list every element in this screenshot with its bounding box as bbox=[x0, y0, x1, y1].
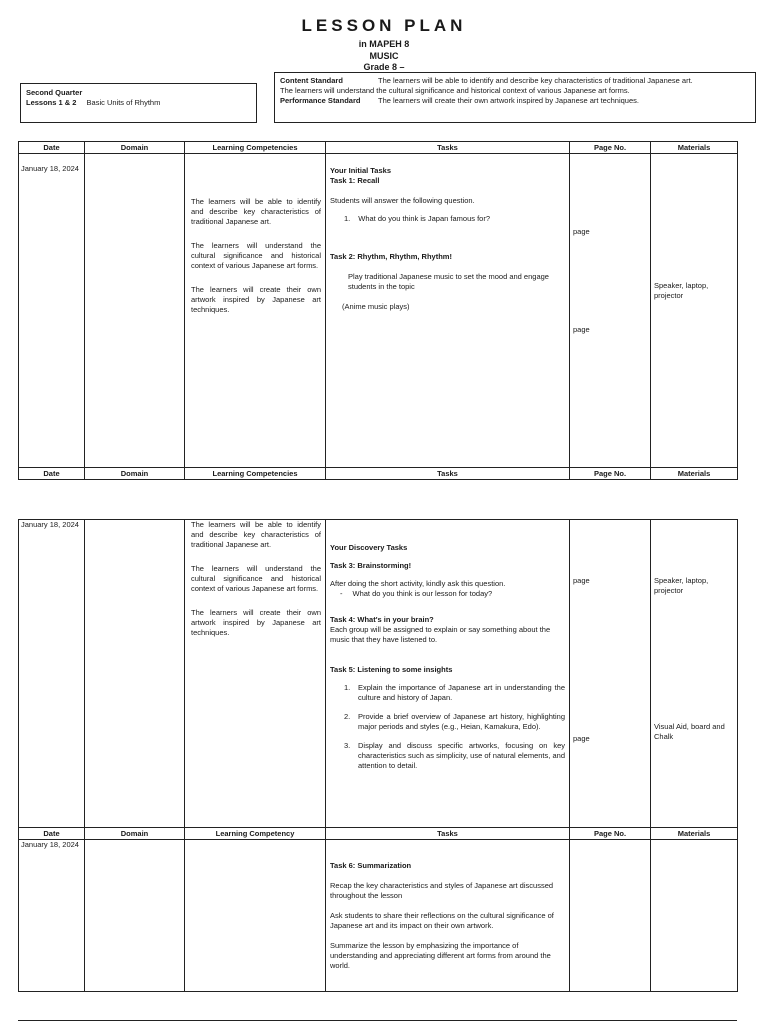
task6-paragraph-3: Summarize the lesson by emphasizing the importance of understanding and appreciating different art forms from around the world. bbox=[330, 941, 551, 970]
competencies-cell bbox=[185, 154, 326, 468]
col-tasks-header: Tasks bbox=[326, 142, 570, 154]
task4-title: Task 4: What's in your brain? bbox=[330, 615, 434, 624]
table-row bbox=[19, 520, 738, 828]
col-materials-footer: Materials bbox=[651, 468, 738, 480]
competency-3: The learners will create their own artwork inspired by Japanese art techniques. bbox=[191, 608, 321, 637]
tasks-cell bbox=[326, 520, 570, 828]
task6-paragraph-1: Recap the key characteristics and styles of Japanese art discussed throughout the lesson bbox=[330, 881, 554, 900]
materials-text: Speaker, laptop, projector bbox=[654, 576, 709, 595]
page-cell bbox=[570, 520, 651, 828]
date-cell: January 18, 2024 bbox=[19, 840, 85, 992]
table-row bbox=[19, 840, 738, 992]
page-title: LESSON PLAN bbox=[301, 16, 467, 35]
materials-cell bbox=[651, 520, 738, 828]
task5-list bbox=[330, 683, 565, 771]
competency-3: The learners will create their own artwork inspired by Japanese art techniques. bbox=[191, 285, 321, 314]
lesson-table-1 bbox=[18, 141, 738, 480]
list-item: 1. Explain the importance of Japanese art in understanding the culture and history of Japan. bbox=[344, 683, 565, 702]
content-standard-text: The learners will be able to identify and describe key characteristics of traditional Japanese art. bbox=[378, 76, 693, 85]
table-header-row bbox=[19, 142, 738, 154]
table-row bbox=[19, 154, 738, 468]
col-materials-header: Materials bbox=[651, 142, 738, 154]
date-cell: January 18, 2024 bbox=[19, 520, 85, 828]
domain-cell bbox=[85, 154, 185, 468]
table-footer-row bbox=[19, 468, 738, 480]
subject-area: MUSIC bbox=[369, 51, 399, 61]
page-ref: page bbox=[573, 734, 590, 743]
col-page-header: Page No. bbox=[570, 828, 651, 840]
col-tasks-header: Tasks bbox=[326, 828, 570, 840]
col-page-header: Page No. bbox=[570, 142, 651, 154]
competencies-cell bbox=[185, 520, 326, 828]
tasks-cell bbox=[326, 154, 570, 468]
task4-text: Each group will be assigned to explain or say something about the music that they have listened to. bbox=[330, 625, 551, 644]
performance-standard-label: Performance Standard bbox=[280, 96, 361, 105]
task5-title: Task 5: Listening to some insights bbox=[330, 665, 453, 674]
col-competencies-header: Learning Competencies bbox=[185, 142, 326, 154]
tasks-cell bbox=[326, 840, 570, 992]
task1-title: Task 1: Recall bbox=[330, 176, 380, 185]
subject-line: in MAPEH 8 bbox=[358, 39, 410, 49]
discovery-tasks-heading: Your Discovery Tasks bbox=[330, 543, 408, 552]
understanding-standard-text: The learners will understand the cultural significance and historical context of various Japanese art forms. bbox=[280, 86, 630, 95]
task2-note: (Anime music plays) bbox=[342, 302, 410, 311]
standards-box bbox=[274, 72, 756, 123]
task6-title: Task 6: Summarization bbox=[330, 861, 412, 870]
list-item: 3. Display and discuss specific artworks, focusing on key characteristics such as simplicity, use of natural elements, and attention to detail. bbox=[344, 741, 565, 770]
table-header-row bbox=[19, 828, 738, 840]
page-cell bbox=[570, 840, 651, 992]
domain-cell bbox=[85, 520, 185, 828]
col-competencies-footer: Learning Competencies bbox=[185, 468, 326, 480]
col-domain-header: Domain bbox=[85, 828, 185, 840]
task2-text: Play traditional Japanese music to set the mood and engage students in the topic bbox=[348, 272, 549, 291]
page-ref: page bbox=[573, 325, 590, 334]
list-item: 2. Provide a brief overview of Japanese art history, highlighting major periods and styles (e.g., Heian, Kamakura, Edo). bbox=[344, 712, 565, 731]
competencies-cell bbox=[185, 840, 326, 992]
competency-1: The learners will be able to identify and describe key characteristics of traditional Japanese art. bbox=[191, 197, 321, 226]
competency-2: The learners will understand the cultural significance and historical context of various Japanese art forms. bbox=[191, 241, 321, 270]
col-domain-footer: Domain bbox=[85, 468, 185, 480]
bottom-divider bbox=[18, 1020, 737, 1021]
task2-title: Task 2: Rhythm, Rhythm, Rhythm! bbox=[330, 252, 452, 261]
quarter-label: Second Quarter bbox=[26, 88, 83, 97]
competency-1: The learners will be able to identify and describe key characteristics of traditional Japanese art. bbox=[191, 520, 321, 549]
task6-paragraph-2: Ask students to share their reflections on the cultural significance of Japanese art and its impact on their own artwork. bbox=[330, 911, 554, 930]
lesson-table-2 bbox=[18, 519, 738, 992]
col-materials-header: Materials bbox=[651, 828, 738, 840]
lesson-topic: Basic Units of Rhythm bbox=[86, 98, 161, 107]
materials-cell bbox=[651, 154, 738, 468]
col-competency-header: Learning Competency bbox=[185, 828, 326, 840]
task3-title: Task 3: Brainstorming! bbox=[330, 561, 412, 570]
page-ref: page bbox=[573, 227, 590, 236]
initial-tasks-heading: Your Initial Tasks bbox=[330, 166, 391, 175]
col-date-header: Date bbox=[19, 142, 85, 154]
task3-text: After doing the short activity, kindly ask this question. bbox=[330, 579, 506, 588]
date-cell: January 18, 2024 bbox=[19, 154, 85, 468]
task1-intro: Students will answer the following question. bbox=[330, 196, 475, 205]
domain-cell bbox=[85, 840, 185, 992]
content-standard-label: Content Standard bbox=[280, 76, 343, 85]
competency-2: The learners will understand the cultural significance and historical context of various Japanese art forms. bbox=[191, 564, 321, 593]
materials-text: Speaker, laptop, projector bbox=[654, 281, 709, 300]
page-ref: page bbox=[573, 576, 590, 585]
performance-standard-text: The learners will create their own artwork inspired by Japanese art techniques. bbox=[378, 96, 639, 105]
quarter-info-box bbox=[20, 83, 257, 123]
task1-question: 1. What do you think is Japan famous for? bbox=[344, 214, 491, 223]
col-page-footer: Page No. bbox=[570, 468, 651, 480]
materials-text: Visual Aid, board and Chalk bbox=[654, 722, 725, 741]
materials-cell bbox=[651, 840, 738, 992]
task3-bullet: - What do you think is our lesson for today? bbox=[340, 589, 493, 598]
page-cell bbox=[570, 154, 651, 468]
col-date-header: Date bbox=[19, 828, 85, 840]
grade-level: Grade 8 – bbox=[363, 62, 405, 72]
col-date-footer: Date bbox=[19, 468, 85, 480]
col-domain-header: Domain bbox=[85, 142, 185, 154]
col-tasks-footer: Tasks bbox=[326, 468, 570, 480]
lessons-label: Lessons 1 & 2 bbox=[26, 98, 77, 107]
